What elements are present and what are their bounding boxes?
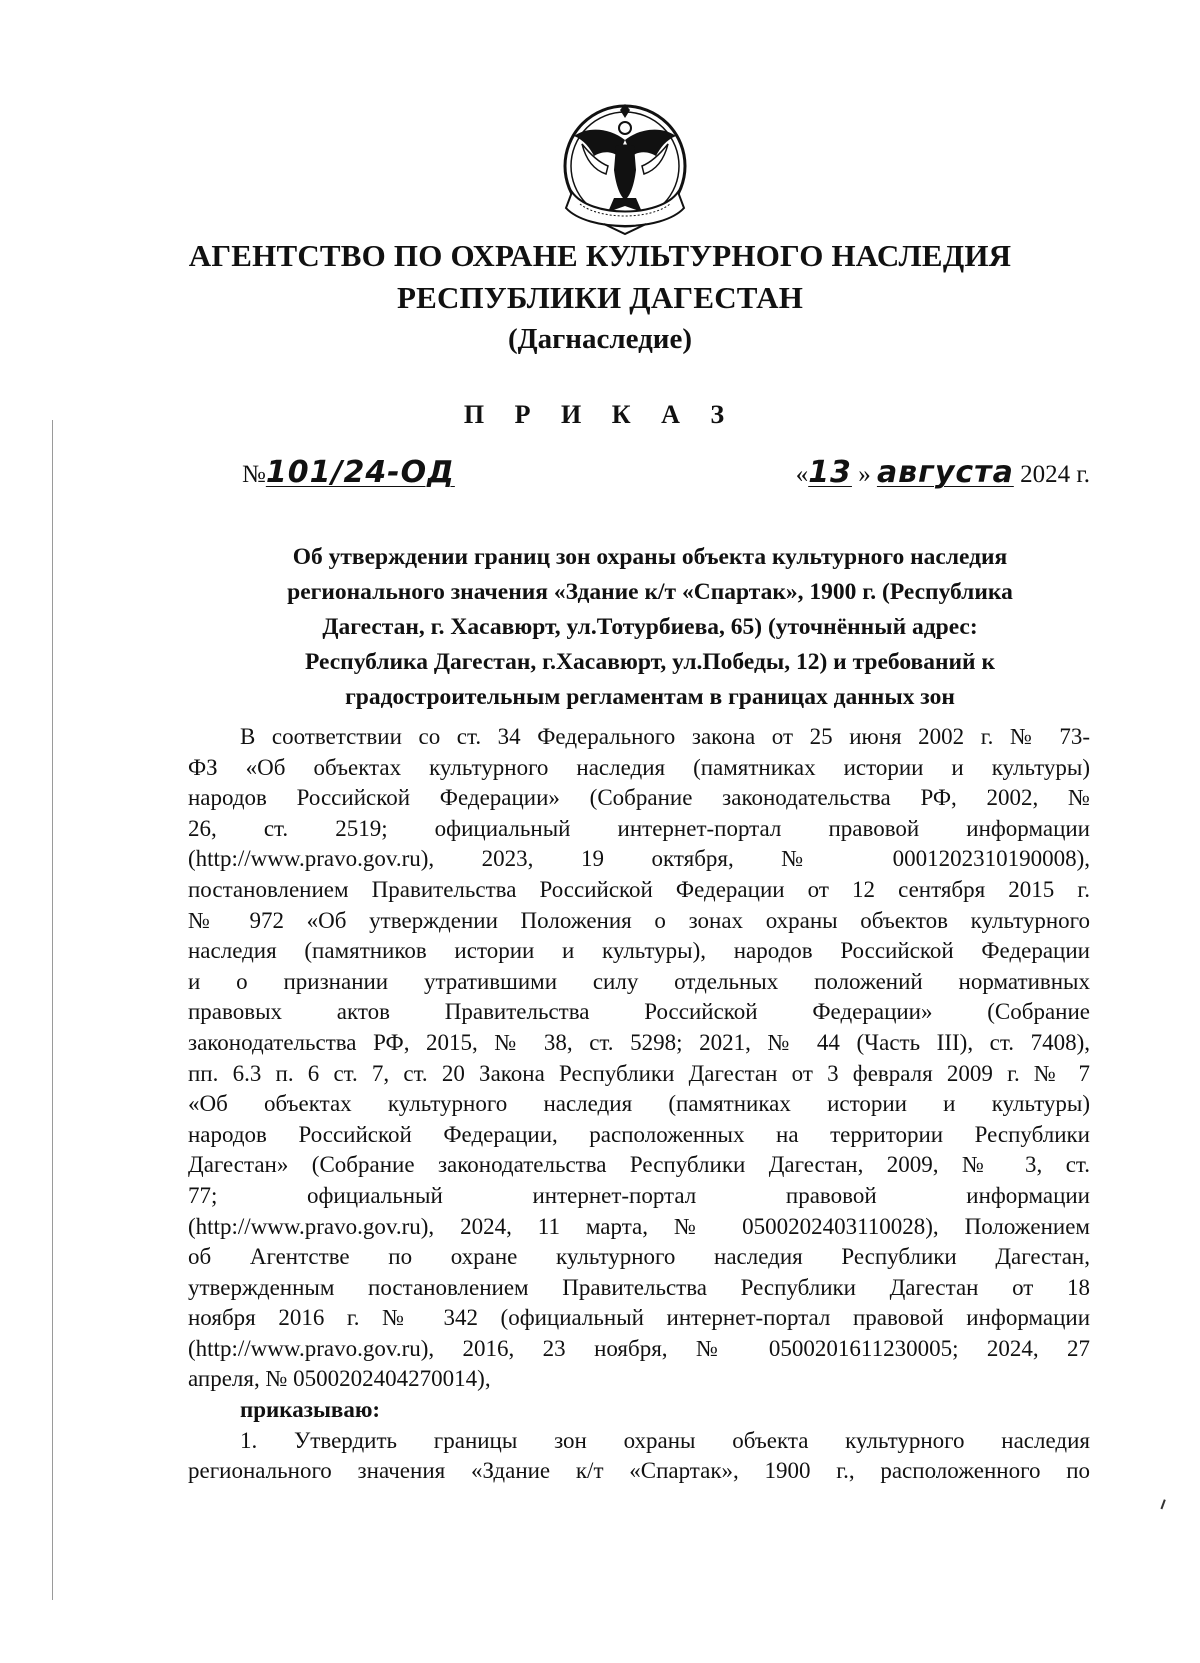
scan-page-edge [52, 420, 53, 1600]
body-line: В соответствии со ст. 34 Федерального закона от 25 июня 2002 г. № 73- [240, 724, 1090, 749]
body-line: 77; официальный интернет-портал правовой информации [188, 1182, 1090, 1208]
body-line: правовых актов Правительства Российской Федерации» (Собрание [188, 999, 1090, 1025]
order-month-handwritten: августа [876, 455, 1014, 490]
order-date [796, 455, 1090, 490]
order-number-date-row [242, 455, 1090, 503]
coat-of-arms-icon [550, 100, 700, 242]
agency-name-line2: РЕСПУБЛИКИ ДАГЕСТАН [396, 280, 804, 315]
body-line: Дагестан» (Собрание законодательства Республики Дагестан, 2009, № 3, ст. [188, 1152, 1090, 1178]
subject-line: регионального значения «Здание к/т «Спартак», 1900 г. (Республика [287, 579, 1013, 605]
order-day-handwritten: 13 [808, 455, 852, 490]
body-line: «Об объектах культурного наследия (памятниках истории и культуры) [188, 1091, 1090, 1117]
order-body [188, 722, 1090, 1487]
subject-line: Дагестан, г. Хасавюрт, ул.Тотурбиева, 65) (уточнённый адрес: [322, 614, 978, 640]
body-line: апреля, № 0500202404270014), [188, 1366, 491, 1392]
order-word: приказываю: [240, 1397, 381, 1423]
body-line: ноября 2016 г. № 342 (официальный интернет-портал правовой информации [188, 1305, 1090, 1331]
body-line: постановлением Правительства Российской Федерации от 12 сентября 2015 г. [188, 876, 1090, 902]
order-subject [210, 540, 1090, 715]
document-type: П Р И К А З [463, 400, 737, 429]
agency-short-name: (Дагнаследие) [507, 323, 693, 355]
subject-line: Об утверждении границ зон охраны объекта культурного наследия [292, 544, 1008, 570]
order-number-prefix: № [242, 461, 266, 488]
body-line: (http://www.pravo.gov.ru), 2023, 19 октября, № 0001202310190008), [188, 846, 1090, 872]
agency-name-line1: АГЕНТСТВО ПО ОХРАНЕ КУЛЬТУРНОГО НАСЛЕДИЯ [188, 238, 1012, 273]
item-1-line: регионального значения «Здание к/т «Спартак», 1900 г., расположенного по [188, 1458, 1090, 1484]
body-line: (http://www.pravo.gov.ru), 2016, 23 ноября, № 0500201611230005; 2024, 27 [188, 1335, 1090, 1361]
body-line: ФЗ «Об объектах культурного наследия (памятниках истории и культуры) [188, 754, 1090, 780]
scan-mark [1160, 1499, 1169, 1510]
order-number [242, 455, 455, 490]
body-line: (http://www.pravo.gov.ru), 2024, 11 марта, № 0500202403110028), Положением [188, 1213, 1090, 1239]
body-line: утвержденным постановлением Правительства Республики Дагестан от 18 [188, 1274, 1090, 1300]
body-line: наследия (памятников истории и культуры), народов Российской Федерации [188, 938, 1090, 964]
item-1-line: 1. Утвердить границы зон охраны объекта культурного наследия [240, 1427, 1090, 1453]
body-line: законодательства РФ, 2015, № 38, ст. 5298; 2021, № 44 (Часть III), ст. 7408), [188, 1029, 1090, 1055]
order-year: 2024 г. [1020, 461, 1090, 488]
body-line: № 972 «Об утверждении Положения о зонах охраны объектов культурного [188, 907, 1090, 933]
agency-header [0, 235, 1200, 359]
body-line: 26, ст. 2519; официальный интернет-портал правовой информации [188, 815, 1090, 841]
body-line: об Агентстве по охране культурного наследия Республики Дагестан, [188, 1244, 1090, 1270]
subject-line: градостроительным регламентам в границах данных зон [345, 684, 955, 710]
body-line: народов Российской Федерации» (Собрание законодательства РФ, 2002, № [188, 785, 1090, 811]
body-line: народов Российской Федерации, расположенных на территории Республики [188, 1121, 1090, 1147]
body-line: и о признании утратившими силу отдельных положений нормативных [188, 968, 1090, 994]
order-number-handwritten: 101/24-ОД [265, 455, 455, 490]
date-quote-close: » [858, 461, 871, 488]
date-quote-open: « [795, 461, 809, 488]
body-line: пп. 6.3 п. 6 ст. 7, ст. 20 Закона Республики Дагестан от 3 февраля 2009 г. № 7 [188, 1060, 1090, 1086]
subject-line: Республика Дагестан, г.Хасавюрт, ул.Победы, 12) и требований к [304, 649, 995, 675]
